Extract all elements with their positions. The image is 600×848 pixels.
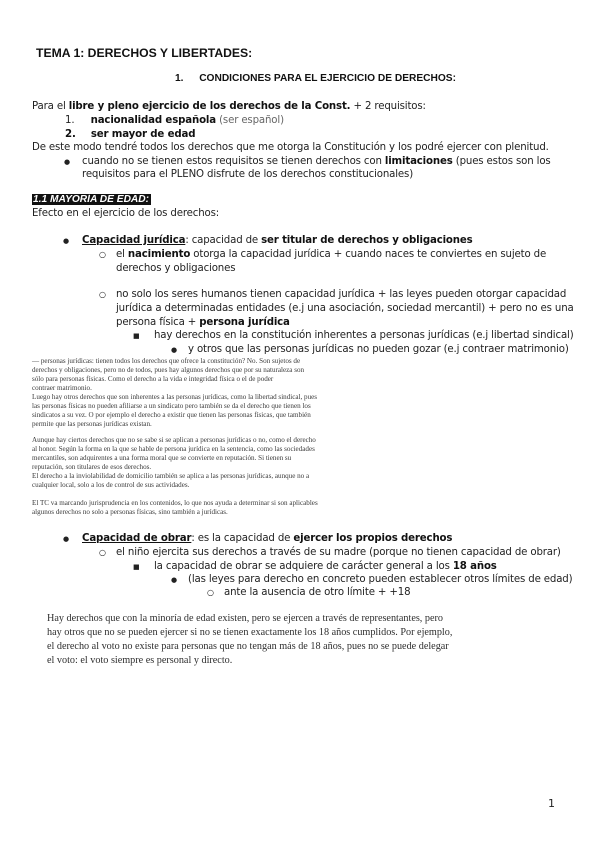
bullet-bold: limitaciones [384,156,453,167]
scan-line: algunos derechos no solo a personas físicas, sino también a jurídicas. [32,508,228,516]
sub-sub-sub-bullet-item [171,573,572,587]
requirement-bold: ser mayor de edad [90,129,196,140]
scan-line: Hay derechos que con la minoría de edad existen, pero se ejercen a través de representantes, pero [47,613,443,624]
square-bullet-icon: ■ [133,563,140,571]
scan-line: sólo para personas físicas. Como el derecho a la vida e integridad física o el de poder [32,375,274,383]
disc-bullet-icon: ● [64,158,70,166]
sub-text: el niño ejercita sus derechos a través de su madre (porque no tienen capacidad de obrar) [116,547,561,558]
term-text: : capacidad de [185,235,262,246]
scan-line: sindicatos a su vez. O por ejemplo el derecho a existir que tienen las personas físicas, que también [32,411,311,419]
sub-sub-text: hay derechos en la constitución inherentes a personas jurídicas (e.j libertad sindical) [154,330,574,341]
scan-line: al honor. Según la forma en la que se hable de persona jurídica en la sentencia, como las sociedades [32,445,315,453]
sub-bullet-continuation: derechos y obligaciones [116,263,236,274]
scan-line: permite que las personas jurídicas existan. [32,420,152,428]
disc-bullet-icon: ● [63,535,69,543]
level4-text: ante la ausencia de otro límite + +18 [224,587,411,598]
term-label: Capacidad jurídica [82,235,186,246]
highlighted-heading: 1.1 MAYORÍA DE EDAD: [33,194,150,205]
subsection-heading [32,193,151,206]
requirement-note: (ser español) [216,115,284,126]
circle-bullet-icon: ○ [99,250,106,259]
scan-line: — personas jurídicas: tienen todos los derechos que ofrece la constitución? No. Son sujetos de [32,357,301,365]
scan-line: mercantiles, son adquirentes a una forma moral que se convierte en reputación. Si tienen su [32,454,292,462]
scan-line: derechos y obligaciones, pero no de todos, pues hay algunos derechos que por su naturaleza son [32,366,305,374]
requirement-item [65,114,284,127]
sub-text: el [116,249,128,260]
page-number: 1 [548,797,555,810]
term-bold: ejercer los propios derechos [293,533,453,544]
bullet-item [64,155,551,169]
term-label: Capacidad de obrar [82,533,192,544]
sub-bold: persona jurídica [199,317,290,328]
scan-line: hay otros que no se pueden ejercer si no se tienen exactamente los 18 años cumplidos. Por ejemplo, [47,627,453,638]
sub-sub-bullet-item [133,329,574,343]
scan-line: Luego hay otros derechos que son inherentes a las personas jurídicas, como la libertad sindical, pues [32,393,318,401]
scan-line: contraer matrimonio. [32,384,92,392]
bullet-text: cuando no se tienen estos requisitos se tienen derechos con [82,156,385,167]
scan-line: las personas físicas no pueden afiliarse a un sindicato pero también se da el derecho que tienen los [32,402,311,410]
sub-bullet-item [99,546,561,559]
sub-text: no solo los seres humanos tienen capacidad jurídica + las leyes pueden otorgar capacidad [116,289,567,300]
scan-line: el voto: el voto siempre es personal y directo. [47,655,233,666]
scan-line: cualquier local, solo a los de control de sus actividades. [32,481,190,489]
scan-line: reputación, son titulares de esos derechos. [32,463,152,471]
bullet-text-end: (pues estos son los [452,156,551,167]
intro-text: Para el [32,101,69,112]
bullet-item [63,532,452,546]
paragraph: De este modo tendré todos los derechos que me otorga la Constitución y los podré ejercer con plenitud. [32,142,549,153]
list-number: 2. [65,129,76,140]
section-title: CONDICIONES PARA EL EJERCICIO DE DERECHOS: [199,73,456,84]
scan-line: El derecho a la inviolabilidad de domicilio también se aplica a las personas jurídicas, aunque no a [32,472,310,480]
sub-bullet-item [99,288,566,301]
scan-line: El TC va marcando jurisprudencia en los contenidos, lo que nos ayuda a determinar si son aplicables [32,499,318,507]
square-bullet-icon: ■ [133,332,140,340]
page-title: TEMA 1: DERECHOS Y LIBERTADES: [36,46,253,60]
disc-bullet-icon: ● [171,576,177,584]
sub-sub-text: la capacidad de obrar se adquiere de carácter general a los [154,561,453,572]
scan-line: Aunque hay ciertos derechos que no se sabe si se aplican a personas jurídicas o no, como el derecho [32,436,316,444]
scan-line: el derecho al voto no existe para personas que no tengan más de 18 años, pues no se puede delegar [47,641,449,652]
sub-bullet-continuation [116,316,290,329]
term-text: : es la capacidad de [191,533,294,544]
sub-bullet-continuation: jurídica a determinadas entidades (e.j una asociación, sociedad mercantil) + pero no es una [116,303,574,314]
sub-bullet-item [99,248,546,261]
circle-bullet-icon: ○ [99,548,106,557]
circle-bullet-icon: ○ [99,290,106,299]
disc-bullet-icon: ● [171,346,177,354]
circle-bullet-icon: ○ [207,588,214,597]
sub-sub-sub-text: (las leyes para derecho en concreto pueden establecer otros límites de edad) [188,574,573,585]
intro-bold: libre y pleno ejercicio de los derechos de la Const. [68,101,351,112]
section-heading [175,72,456,85]
level4-bullet-item [207,586,410,599]
intro-line [32,100,426,113]
bullet-continuation: requisitos para el PLENO disfrute de los derechos constitucionales) [82,169,414,180]
sub-sub-bullet-item [133,560,497,574]
sub-sub-sub-bullet-item [171,343,569,357]
sub-text-end: otorga la capacidad jurídica + cuando naces te conviertes en sujeto de [190,249,547,260]
subsection-subtitle: Efecto en el ejercicio de los derechos: [32,208,220,219]
section-number: 1. [175,73,184,84]
term-bold: ser titular de derechos y obligaciones [261,235,473,246]
sub-bold: nacimiento [127,249,191,260]
sub-sub-sub-text: y otros que las personas jurídicas no pueden gozar (e.j contraer matrimonio) [188,344,569,355]
sub-text: persona física + [116,317,200,328]
requirement-item [65,128,195,141]
requirement-bold: nacionalidad española [90,115,216,126]
bullet-item [63,234,473,248]
list-number: 1. [65,115,75,126]
sub-sub-bold: 18 años [452,561,497,572]
intro-post: + 2 requisitos: [350,101,426,112]
disc-bullet-icon: ● [63,237,69,245]
